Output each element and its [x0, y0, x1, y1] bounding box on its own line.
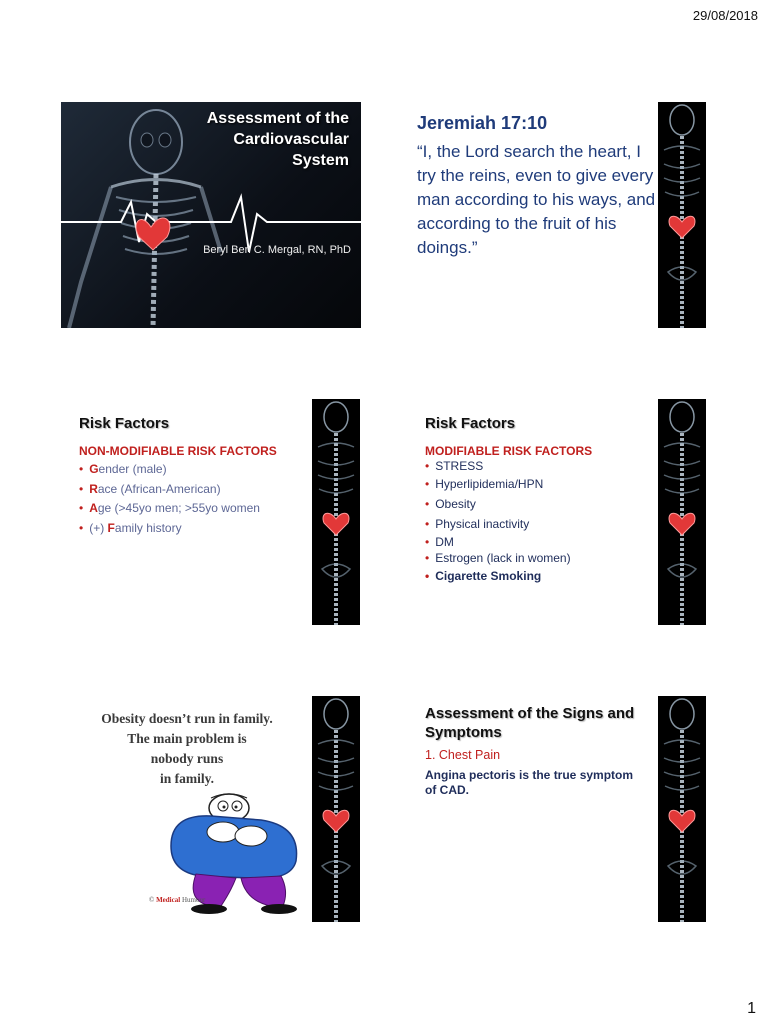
slide-title: [61, 102, 361, 328]
slide-heading: Risk Factors: [425, 415, 516, 432]
cartoon-man-icon: [61, 696, 311, 922]
symptom-description: Angina pectoris is the true symptom of CAD.: [425, 768, 634, 797]
list-item: • STRESS: [425, 459, 484, 473]
list-item: • DM: [425, 535, 454, 549]
list-item: • Race (African-American): [79, 481, 221, 496]
list-item: • (+) Family history: [79, 520, 182, 535]
risk-factor-list: [425, 458, 657, 585]
xray-skeleton-icon: [658, 696, 706, 922]
symptom-item: 1. Chest Pain: [425, 748, 501, 762]
list-item: • Cigarette Smoking: [425, 569, 542, 583]
xray-heart-image: [658, 399, 706, 625]
xray-skeleton-icon: [312, 399, 360, 625]
xray-heart-image: [312, 696, 360, 922]
list-item: • Obesity: [425, 497, 476, 511]
risk-factor-list: [79, 460, 311, 538]
slide-obesity-cartoon: [61, 696, 311, 922]
xray-heart-image: [658, 102, 706, 328]
list-item: • Age (>45yo men; >55yo women: [79, 501, 260, 515]
slide-risk-factors-nonmodifiable: [61, 399, 311, 625]
image-credit: © Medical Humour: [149, 896, 206, 904]
slide-heading: Risk Factors: [79, 415, 170, 432]
xray-heart-image: [658, 696, 706, 922]
verse-reference: Jeremiah 17:10: [417, 113, 548, 133]
author-name: Beryl Ben C. Mergal, RN, PhD: [203, 244, 351, 256]
section-subtitle: NON-MODIFIABLE RISK FACTORS: [79, 444, 277, 458]
slide-title-text: Assessment of the Cardiovascular System: [206, 110, 349, 169]
list-item: • Hyperlipidemia/HPN: [425, 477, 544, 491]
list-item: • Physical inactivity: [425, 517, 530, 531]
slide-heading: Assessment of the Signs and Symptoms: [425, 705, 635, 741]
xray-skeleton-icon: [658, 102, 706, 328]
xray-heart-image: [312, 399, 360, 625]
section-subtitle: MODIFIABLE RISK FACTORS: [425, 444, 593, 458]
list-item: • Estrogen (lack in women): [425, 551, 571, 565]
slide-signs-symptoms: [407, 696, 657, 922]
slide-quote: [407, 102, 657, 328]
print-date: 29/08/2018: [692, 8, 758, 23]
verse-quote: “I, the Lord search the heart, I try the reins, even to give every man according to his ways, and according to the fruit of his doings.”: [417, 142, 656, 257]
list-item: • Gender (male): [79, 462, 167, 476]
xray-skeleton-icon: [312, 696, 360, 922]
cartoon-caption: Obesity doesn’t run in family. The main problem is nobody runs in family.: [101, 711, 273, 786]
slide-risk-factors-modifiable: [407, 399, 657, 625]
page-number: 1: [747, 1000, 756, 1017]
xray-skeleton-icon: [658, 399, 706, 625]
